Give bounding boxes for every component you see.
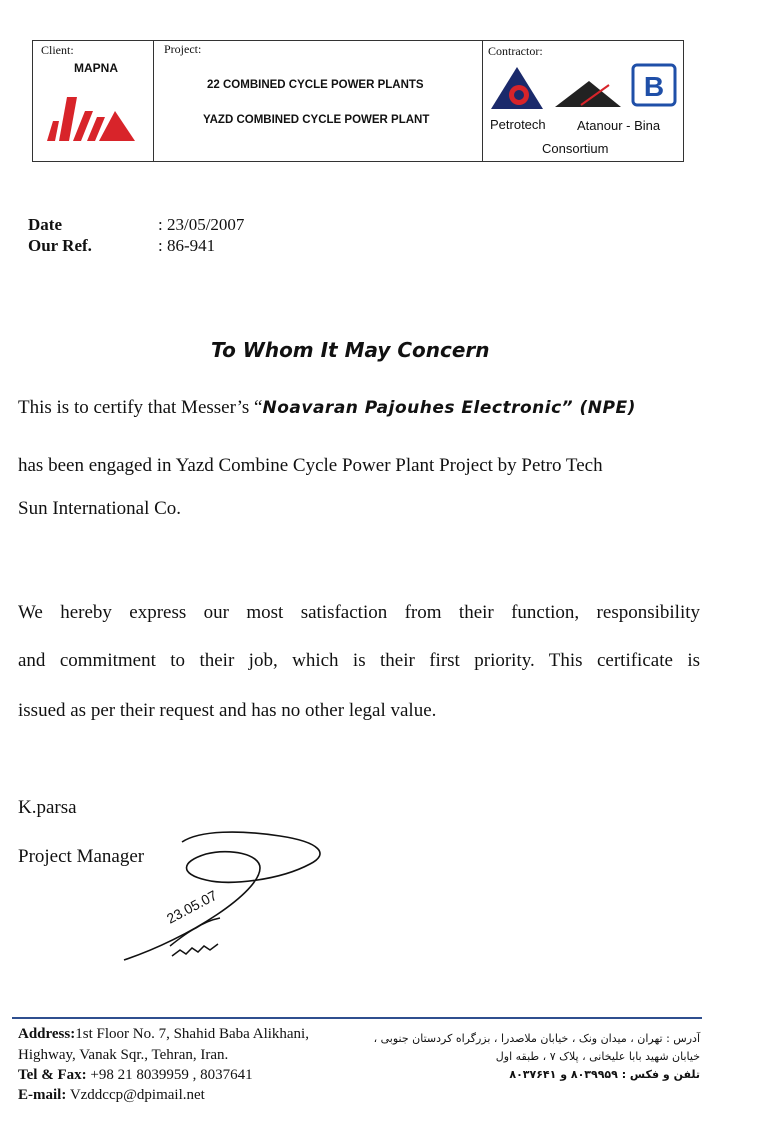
signatory-name: K.parsa bbox=[18, 797, 77, 818]
signature-handwritten-date: 23.05.07 bbox=[163, 886, 220, 927]
address-line-1: 1st Floor No. 7, Shahid Baba Alikhani, bbox=[75, 1026, 309, 1042]
date-value: : 23/05/2007 bbox=[158, 215, 245, 234]
footer-divider bbox=[12, 1017, 702, 1019]
email-label: E-mail: bbox=[18, 1087, 67, 1103]
tel-value: +98 21 8039959 , 8037641 bbox=[90, 1067, 253, 1083]
ref-value: : 86-941 bbox=[158, 236, 216, 255]
address-line-2: Highway, Vanak Sqr., Tehran, Iran. bbox=[18, 1047, 229, 1063]
footer-address-line-1 bbox=[18, 1026, 309, 1043]
project-label: Project: bbox=[164, 42, 202, 56]
svg-text:B: B bbox=[643, 71, 665, 102]
paragraph-2-line-3: issued as per their request and has no other legal value. bbox=[18, 700, 437, 721]
contractor-atanour-bina: Atanour - Bina bbox=[577, 118, 661, 133]
address-label: Address: bbox=[18, 1026, 76, 1042]
client-name: MAPNA bbox=[74, 61, 118, 75]
bina-logo-icon bbox=[631, 63, 677, 107]
atanour-logo-icon bbox=[553, 79, 623, 109]
footer-email bbox=[18, 1087, 205, 1104]
email-value: Vzddccp@dpimail.net bbox=[69, 1087, 205, 1103]
project-line-1: 22 COMBINED CYCLE POWER PLANTS bbox=[207, 79, 424, 91]
contractor-petrotech: Petrotech bbox=[490, 117, 546, 132]
client-label: Client: bbox=[41, 43, 74, 57]
contractor-cell bbox=[483, 41, 683, 161]
signatory-title: Project Manager bbox=[18, 846, 145, 867]
footer-persian-line-1: آدرس : تهران ، میدان ونک ، خیابان ملاصدرا ، بزرگراه کردستان جنوبی ، bbox=[373, 1032, 700, 1045]
footer-tel bbox=[18, 1067, 253, 1084]
p1-prefix: This is to certify that Messer’s “ bbox=[18, 397, 263, 418]
paragraph-2-line-2: and commitment to their job, which is their first priority. This certificate is bbox=[18, 650, 700, 671]
letter-title: To Whom It May Concern bbox=[211, 338, 490, 362]
footer-persian-line-3: تلفن و فکس : ۸۰۳۹۹۵۹ و ۸۰۳۷۶۴۱ bbox=[509, 1068, 700, 1081]
footer-persian-line-2: خیابان شهید بابا علیخانی ، پلاک ۷ ، طبقه اول bbox=[495, 1050, 700, 1063]
ref-label: Our Ref. bbox=[28, 236, 92, 255]
client-cell bbox=[33, 41, 154, 161]
project-cell bbox=[154, 41, 483, 161]
paragraph-1-line-1 bbox=[18, 397, 636, 419]
paragraph-2-line-1: We hereby express our most satisfaction from their function, responsibility bbox=[18, 602, 700, 623]
signature-scribble-icon bbox=[110, 828, 340, 968]
tel-label: Tel & Fax: bbox=[18, 1067, 87, 1083]
project-line-2: YAZD COMBINED CYCLE POWER PLANT bbox=[203, 114, 430, 126]
petrotech-logo-icon bbox=[489, 65, 545, 111]
date-label: Date bbox=[28, 215, 62, 234]
paragraph-1-line-2: has been engaged in Yazd Combine Cycle Power Plant Project by Petro Tech bbox=[18, 455, 603, 476]
letterhead-table bbox=[32, 40, 684, 162]
company-name: Noavaran Pajouhes Electronic” (NPE) bbox=[262, 398, 636, 418]
contractor-label: Contractor: bbox=[488, 44, 543, 58]
mapna-logo-icon bbox=[45, 91, 141, 145]
paragraph-1-line-3: Sun International Co. bbox=[18, 498, 182, 519]
contractor-consortium: Consortium bbox=[542, 141, 609, 156]
